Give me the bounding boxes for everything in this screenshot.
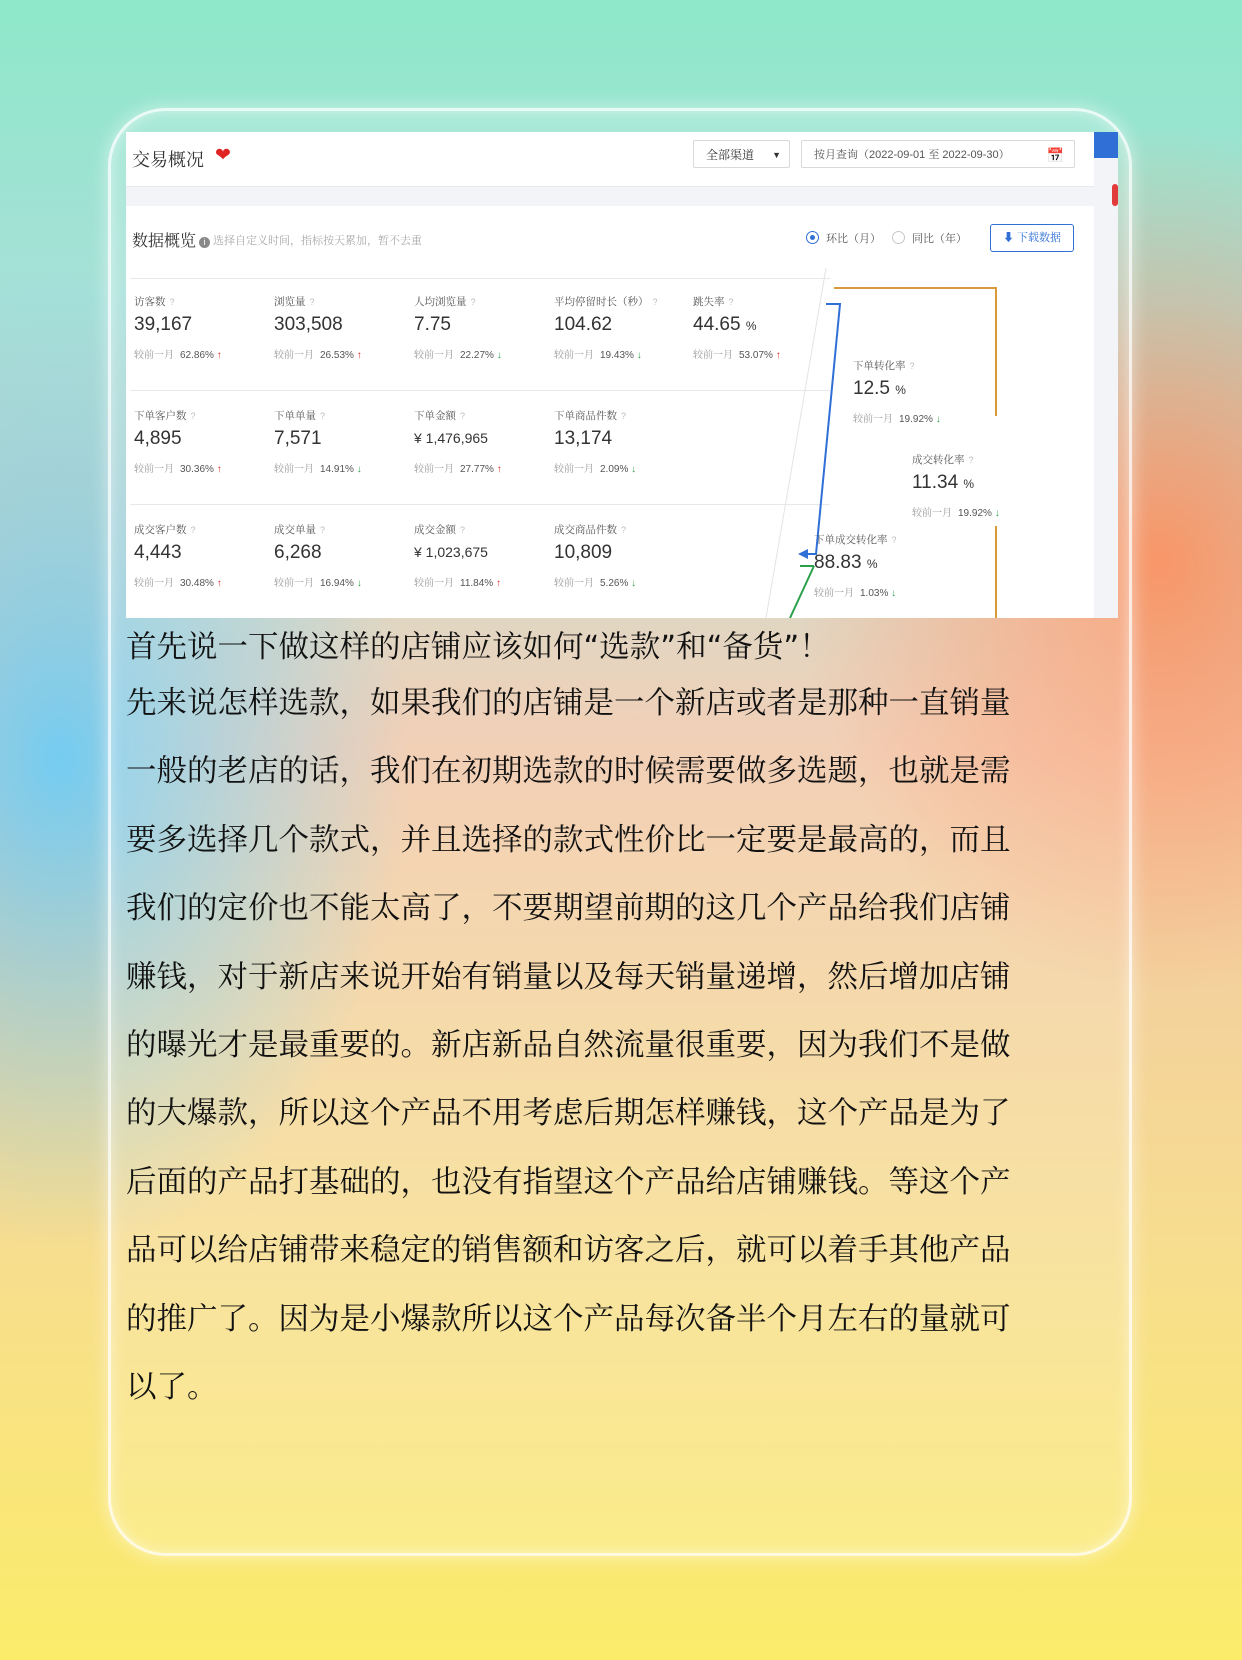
metric-card [554, 408, 689, 475]
metric-compare [414, 346, 549, 361]
metric-card [414, 408, 549, 475]
metric-value-text: 39,167 [134, 314, 193, 335]
article-line: 我们的定价也不能太高了，不要期望前期的这几个产品给我们店铺 [126, 891, 1011, 927]
metric-compare [414, 574, 549, 589]
section-hint-text: 选择自定义时间，指标按天累加，暂不去重 [213, 235, 422, 247]
compare-percent: 19.92% [958, 508, 992, 519]
compare-percent: 19.43% [600, 350, 634, 361]
metric-label [554, 408, 689, 424]
help-icon: ? [320, 525, 326, 535]
compare-prefix: 较前一月 [814, 588, 854, 599]
compare-percent: 22.27% [460, 350, 494, 361]
compare-prefix: 较前一月 [554, 578, 594, 589]
metric-compare [554, 460, 689, 475]
compare-percent: 27.77% [460, 464, 494, 475]
compare-prefix: 较前一月 [134, 350, 174, 361]
metric-value-text: 303,508 [274, 314, 343, 335]
compare-prefix: 较前一月 [554, 350, 594, 361]
metric-label [853, 358, 1003, 374]
metric-value-text: 4,443 [134, 542, 182, 563]
arrow-up-icon: ↑ [216, 578, 222, 589]
metric-label-text: 成交转化率 [912, 454, 965, 466]
metric-label-text: 成交单量 [274, 524, 316, 536]
help-icon: ? [470, 297, 476, 307]
caret-down-icon: ▼ [772, 150, 781, 160]
metric-card [134, 408, 269, 475]
compare-percent: 5.26% [600, 578, 629, 589]
metric-card [693, 294, 828, 361]
metric-value [912, 472, 1062, 498]
date-range-label: 按月查询（2022-09-01 至 2022-09-30） [814, 149, 1010, 161]
arrow-up-icon: ↑ [495, 578, 501, 589]
help-icon: ? [968, 455, 974, 465]
compare-percent: 26.53% [320, 350, 354, 361]
metric-compare [814, 584, 964, 599]
metric-compare [274, 460, 409, 475]
article-line: 以了。 [126, 1369, 218, 1405]
metric-unit: % [866, 557, 878, 571]
compare-prefix: 较前一月 [134, 464, 174, 475]
metric-value [554, 428, 689, 454]
article-line: 的大爆款，所以这个产品不用考虑后期怎样赚钱，这个产品是为了 [126, 1096, 1011, 1132]
compare-prefix: 较前一月 [693, 350, 733, 361]
download-label: 下载数据 [1017, 232, 1062, 244]
compare-percent: 19.92% [899, 414, 933, 425]
metric-compare [554, 346, 689, 361]
side-badge [1112, 184, 1118, 206]
metric-label-text: 成交商品件数 [554, 524, 617, 536]
metric-card [414, 294, 549, 361]
metric-value [134, 542, 269, 568]
metric-label [414, 522, 549, 538]
metric-card [414, 522, 549, 589]
metric-label [274, 522, 409, 538]
metric-compare [853, 410, 1003, 425]
article-line: 的曝光才是最重要的。新店新品自然流量很重要，因为我们不是做 [126, 1027, 1011, 1063]
metric-value-text: 7,571 [274, 428, 322, 449]
metric-card [134, 294, 269, 361]
article-line: 的推广了。因为是小爆款所以这个产品每次备半个月左右的量就可 [126, 1301, 1011, 1337]
arrow-down-icon: ↓ [935, 414, 941, 425]
radio-mom-label: 环比（月） [826, 233, 881, 245]
help-icon: ? [909, 361, 915, 371]
compare-prefix: 较前一月 [853, 414, 893, 425]
compare-prefix: 较前一月 [912, 508, 952, 519]
help-icon: ? [309, 297, 315, 307]
arrow-down-icon: ↓ [496, 350, 502, 361]
article-heading: 首先说一下做这样的店铺应该如何“选款”和“备货”！ [126, 630, 830, 665]
arrow-down-icon: ↓ [636, 350, 642, 361]
metric-value [554, 314, 689, 340]
metric-value-text: 13,174 [554, 428, 613, 449]
metric-label-text: 浏览量 [274, 296, 306, 308]
metric-label-text: 人均浏览量 [414, 296, 467, 308]
help-icon: ? [728, 297, 734, 307]
metric-card [274, 294, 409, 361]
metric-value [274, 314, 409, 340]
article-line: 品可以给店铺带来稳定的销售额和访客之后，就可以着手其他产品 [126, 1233, 1011, 1269]
help-icon: ? [891, 535, 897, 545]
channel-dropdown[interactable] [693, 140, 790, 168]
compare-percent: 14.91% [320, 464, 354, 475]
metric-label-text: 下单客户数 [134, 410, 187, 422]
metric-value [274, 542, 409, 568]
metric-value-text: 7.75 [414, 314, 451, 335]
heart-icon: ❤ [215, 145, 231, 166]
page-title: 交易概况 [132, 150, 204, 170]
metric-label-text: 平均停留时长（秒） [554, 296, 649, 308]
help-icon: ? [621, 411, 627, 421]
metric-value-text: ¥ 1,023,675 [414, 544, 488, 560]
conversion-order-deal-rate [814, 532, 964, 599]
compare-percent: 16.94% [320, 578, 354, 589]
arrow-down-icon: ↓ [356, 578, 362, 589]
arrow-down-icon: ↓ [891, 588, 897, 599]
metric-value [554, 542, 689, 568]
calendar-icon: 📅 [1046, 147, 1064, 163]
metric-compare [554, 574, 689, 589]
help-icon: ? [460, 411, 466, 421]
conversion-deal-rate [912, 452, 1062, 519]
conversion-order-rate [853, 358, 1003, 425]
metric-label [554, 522, 689, 538]
help-icon: ? [460, 525, 466, 535]
metric-compare [414, 460, 549, 475]
metric-value-text: 4,895 [134, 428, 182, 449]
metric-label-text: 下单单量 [274, 410, 316, 422]
info-icon: i [199, 237, 210, 248]
compare-prefix: 较前一月 [414, 464, 454, 475]
metric-label [134, 408, 269, 424]
arrow-up-icon: ↑ [496, 464, 502, 475]
metric-value-text: 104.62 [554, 314, 613, 335]
metric-value-text: 12.5 [853, 378, 890, 399]
metric-label [554, 294, 689, 310]
metric-value [853, 378, 1003, 404]
help-icon: ? [169, 297, 175, 307]
metric-label [134, 294, 269, 310]
metric-label [814, 532, 964, 548]
compare-prefix: 较前一月 [134, 578, 174, 589]
metric-compare [134, 574, 269, 589]
metric-label [693, 294, 828, 310]
metric-label-text: 跳失率 [693, 296, 725, 308]
date-range-picker[interactable] [801, 140, 1075, 168]
metric-value [414, 314, 549, 340]
compare-percent: 1.03% [860, 588, 889, 599]
compare-percent: 53.07% [739, 350, 773, 361]
metric-card [274, 408, 409, 475]
metric-card [134, 522, 269, 589]
metric-label-text: 成交金额 [414, 524, 456, 536]
metric-card [554, 294, 689, 361]
metric-value [134, 314, 269, 340]
metric-label [414, 294, 549, 310]
metric-compare [693, 346, 828, 361]
arrow-up-icon: ↑ [216, 350, 222, 361]
metric-value [134, 428, 269, 454]
metric-label [274, 408, 409, 424]
dashboard-screenshot [126, 132, 1118, 618]
metric-compare [912, 504, 1062, 519]
arrow-down-icon: ↓ [631, 578, 637, 589]
metric-compare [134, 460, 269, 475]
metric-value-text: 88.83 [814, 552, 862, 573]
metric-value [814, 552, 964, 578]
help-icon: ? [621, 525, 627, 535]
compare-percent: 62.86% [180, 350, 214, 361]
metric-value [414, 430, 549, 454]
metric-label [274, 294, 409, 310]
metric-value-text: ¥ 1,476,965 [414, 430, 488, 446]
metric-unit: % [963, 477, 975, 491]
compare-prefix: 较前一月 [554, 464, 594, 475]
article-line: 后面的产品打基础的，也没有指望这个产品给店铺赚钱。等这个产 [126, 1164, 1011, 1200]
metric-value-text: 11.34 [912, 472, 959, 493]
metric-value-text: 44.65 [693, 314, 741, 335]
download-icon: ⬇ [1002, 232, 1014, 244]
compare-percent: 30.36% [180, 464, 214, 475]
side-tab [1094, 132, 1118, 158]
compare-percent: 11.84% [460, 578, 494, 589]
arrow-down-icon: ↓ [994, 508, 1000, 519]
metric-label-text: 下单商品件数 [554, 410, 617, 422]
metric-label-text: 成交客户数 [134, 524, 187, 536]
section-title: 数据概览 [132, 233, 197, 250]
arrow-down-icon: ↓ [356, 464, 362, 475]
metric-value [274, 428, 409, 454]
metric-label [912, 452, 1062, 468]
help-icon: ? [320, 411, 326, 421]
compare-prefix: 较前一月 [274, 578, 314, 589]
channel-dropdown-label: 全部渠道 [706, 148, 755, 162]
arrow-up-icon: ↑ [216, 464, 222, 475]
metric-compare [274, 574, 409, 589]
compare-prefix: 较前一月 [274, 464, 314, 475]
metric-compare [274, 346, 409, 361]
metric-label-text: 下单金额 [414, 410, 456, 422]
dashboard-header [126, 132, 1094, 187]
arrow-up-icon: ↑ [775, 350, 781, 361]
article-line: 一般的老店的话，我们在初期选款的时候需要做多选题，也就是需 [126, 754, 1011, 790]
compare-prefix: 较前一月 [274, 350, 314, 361]
help-icon: ? [652, 297, 658, 307]
metric-label [414, 408, 549, 424]
metric-label-text: 下单转化率 [853, 360, 906, 372]
compare-percent: 2.09% [600, 464, 629, 475]
metric-label-text: 访客数 [134, 296, 166, 308]
arrow-down-icon: ↓ [631, 464, 637, 475]
metric-compare [134, 346, 269, 361]
compare-prefix: 较前一月 [414, 578, 454, 589]
radio-yoy-label: 同比（年） [912, 233, 967, 245]
metric-value-text: 6,268 [274, 542, 322, 563]
metric-value-text: 10,809 [554, 542, 613, 563]
metric-card [274, 522, 409, 589]
data-overview-panel [126, 206, 1094, 618]
article-line: 要多选择几个款式，并且选择的款式性价比一定要是最高的，而且 [126, 822, 1011, 858]
metric-value [414, 544, 549, 568]
metric-unit: % [745, 319, 757, 333]
metric-card [554, 522, 689, 589]
metric-label [134, 522, 269, 538]
help-icon: ? [190, 411, 196, 421]
metric-label-text: 下单成交转化率 [814, 534, 888, 546]
metric-value [693, 314, 828, 340]
compare-percent: 30.48% [180, 578, 214, 589]
article-body [126, 684, 1086, 1436]
article [126, 628, 1086, 1436]
help-icon: ? [190, 525, 196, 535]
arrow-up-icon: ↑ [356, 350, 362, 361]
compare-prefix: 较前一月 [414, 350, 454, 361]
article-line: 赚钱，对于新店来说开始有销量以及每天销量递增，然后增加店铺 [126, 959, 1011, 995]
article-line: 先来说怎样选款，如果我们的店铺是一个新店或者是那种一直销量 [126, 686, 1011, 721]
metric-unit: % [895, 383, 906, 397]
